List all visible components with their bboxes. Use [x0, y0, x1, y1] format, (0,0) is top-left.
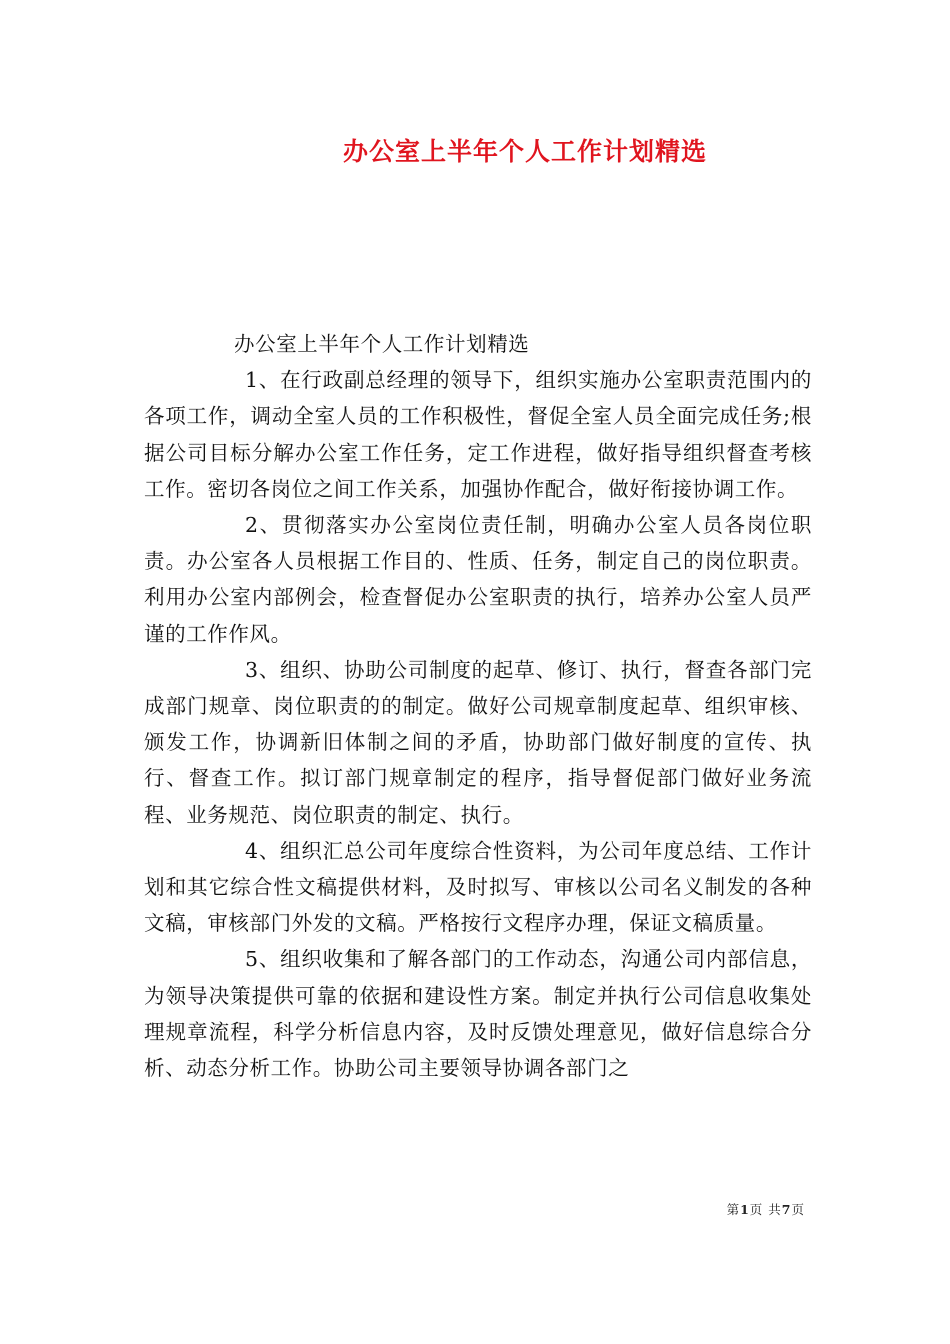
document-subtitle: 办公室上半年个人工作计划精选: [234, 332, 530, 356]
paragraph-2: 2、贯彻落实办公室岗位责任制，明确办公室人员各岗位职责。办公室各人员根据工作目的、性质、任务，制定自己的岗位职责。利用办公室内部例会，检查督促办公室职责的执行，培养办公室人员严谨的工作作风。: [144, 513, 812, 646]
footer-suffix: 页: [791, 1202, 805, 1217]
paragraph-3: 3、组织、协助公司制度的起草、修订、执行，督查各部门完成部门规章、岗位职责的的制定。做好公司规章制度起草、组织审核、颁发工作，协调新旧体制之间的矛盾，协助部门做好制度的宣传、执行、督查工作。拟订部门规章制定的程序，指导督促部门做好业务流程、业务规范、岗位职责的制定、执行。: [144, 657, 812, 827]
paragraph-5: 5、组织收集和了解各部门的工作动态，沟通公司内部信息，为领导决策提供可靠的依据和建设性方案。制定并执行公司信息收集处理规章流程，科学分析信息内容，及时反馈处理意见，做好信息综合分析、动态分析工作。协助公司主要领导协调各部门之: [144, 947, 812, 1081]
footer-current-page: 1: [740, 1202, 750, 1217]
footer-total-pages: 7: [781, 1202, 792, 1217]
document-body: [144, 326, 812, 1086]
footer-middle: 页 共: [749, 1202, 782, 1217]
footer-prefix: 第: [726, 1202, 741, 1217]
paragraph-1: 1、在行政副总经理的领导下，组织实施办公室职责范围内的各项工作，调动全室人员的工作积极性，督促全室人员全面完成任务;根据公司目标分解办公室工作任务，定工作进程，做好指导组织督查考核工作。密切各岗位之间工作关系，加强协作配合，做好衔接协调工作。: [144, 368, 812, 501]
paragraph-4: 4、组织汇总公司年度综合性资料，为公司年度总结、工作计划和其它综合性文稿提供材料，及时拟写、审核以公司名义制发的各种文稿，审核部门外发的文稿。严格按行文程序办理，保证文稿质量。: [144, 838, 812, 936]
document-title: 办公室上半年个人工作计划精选: [342, 137, 707, 166]
page-number-footer: [727, 1200, 805, 1218]
